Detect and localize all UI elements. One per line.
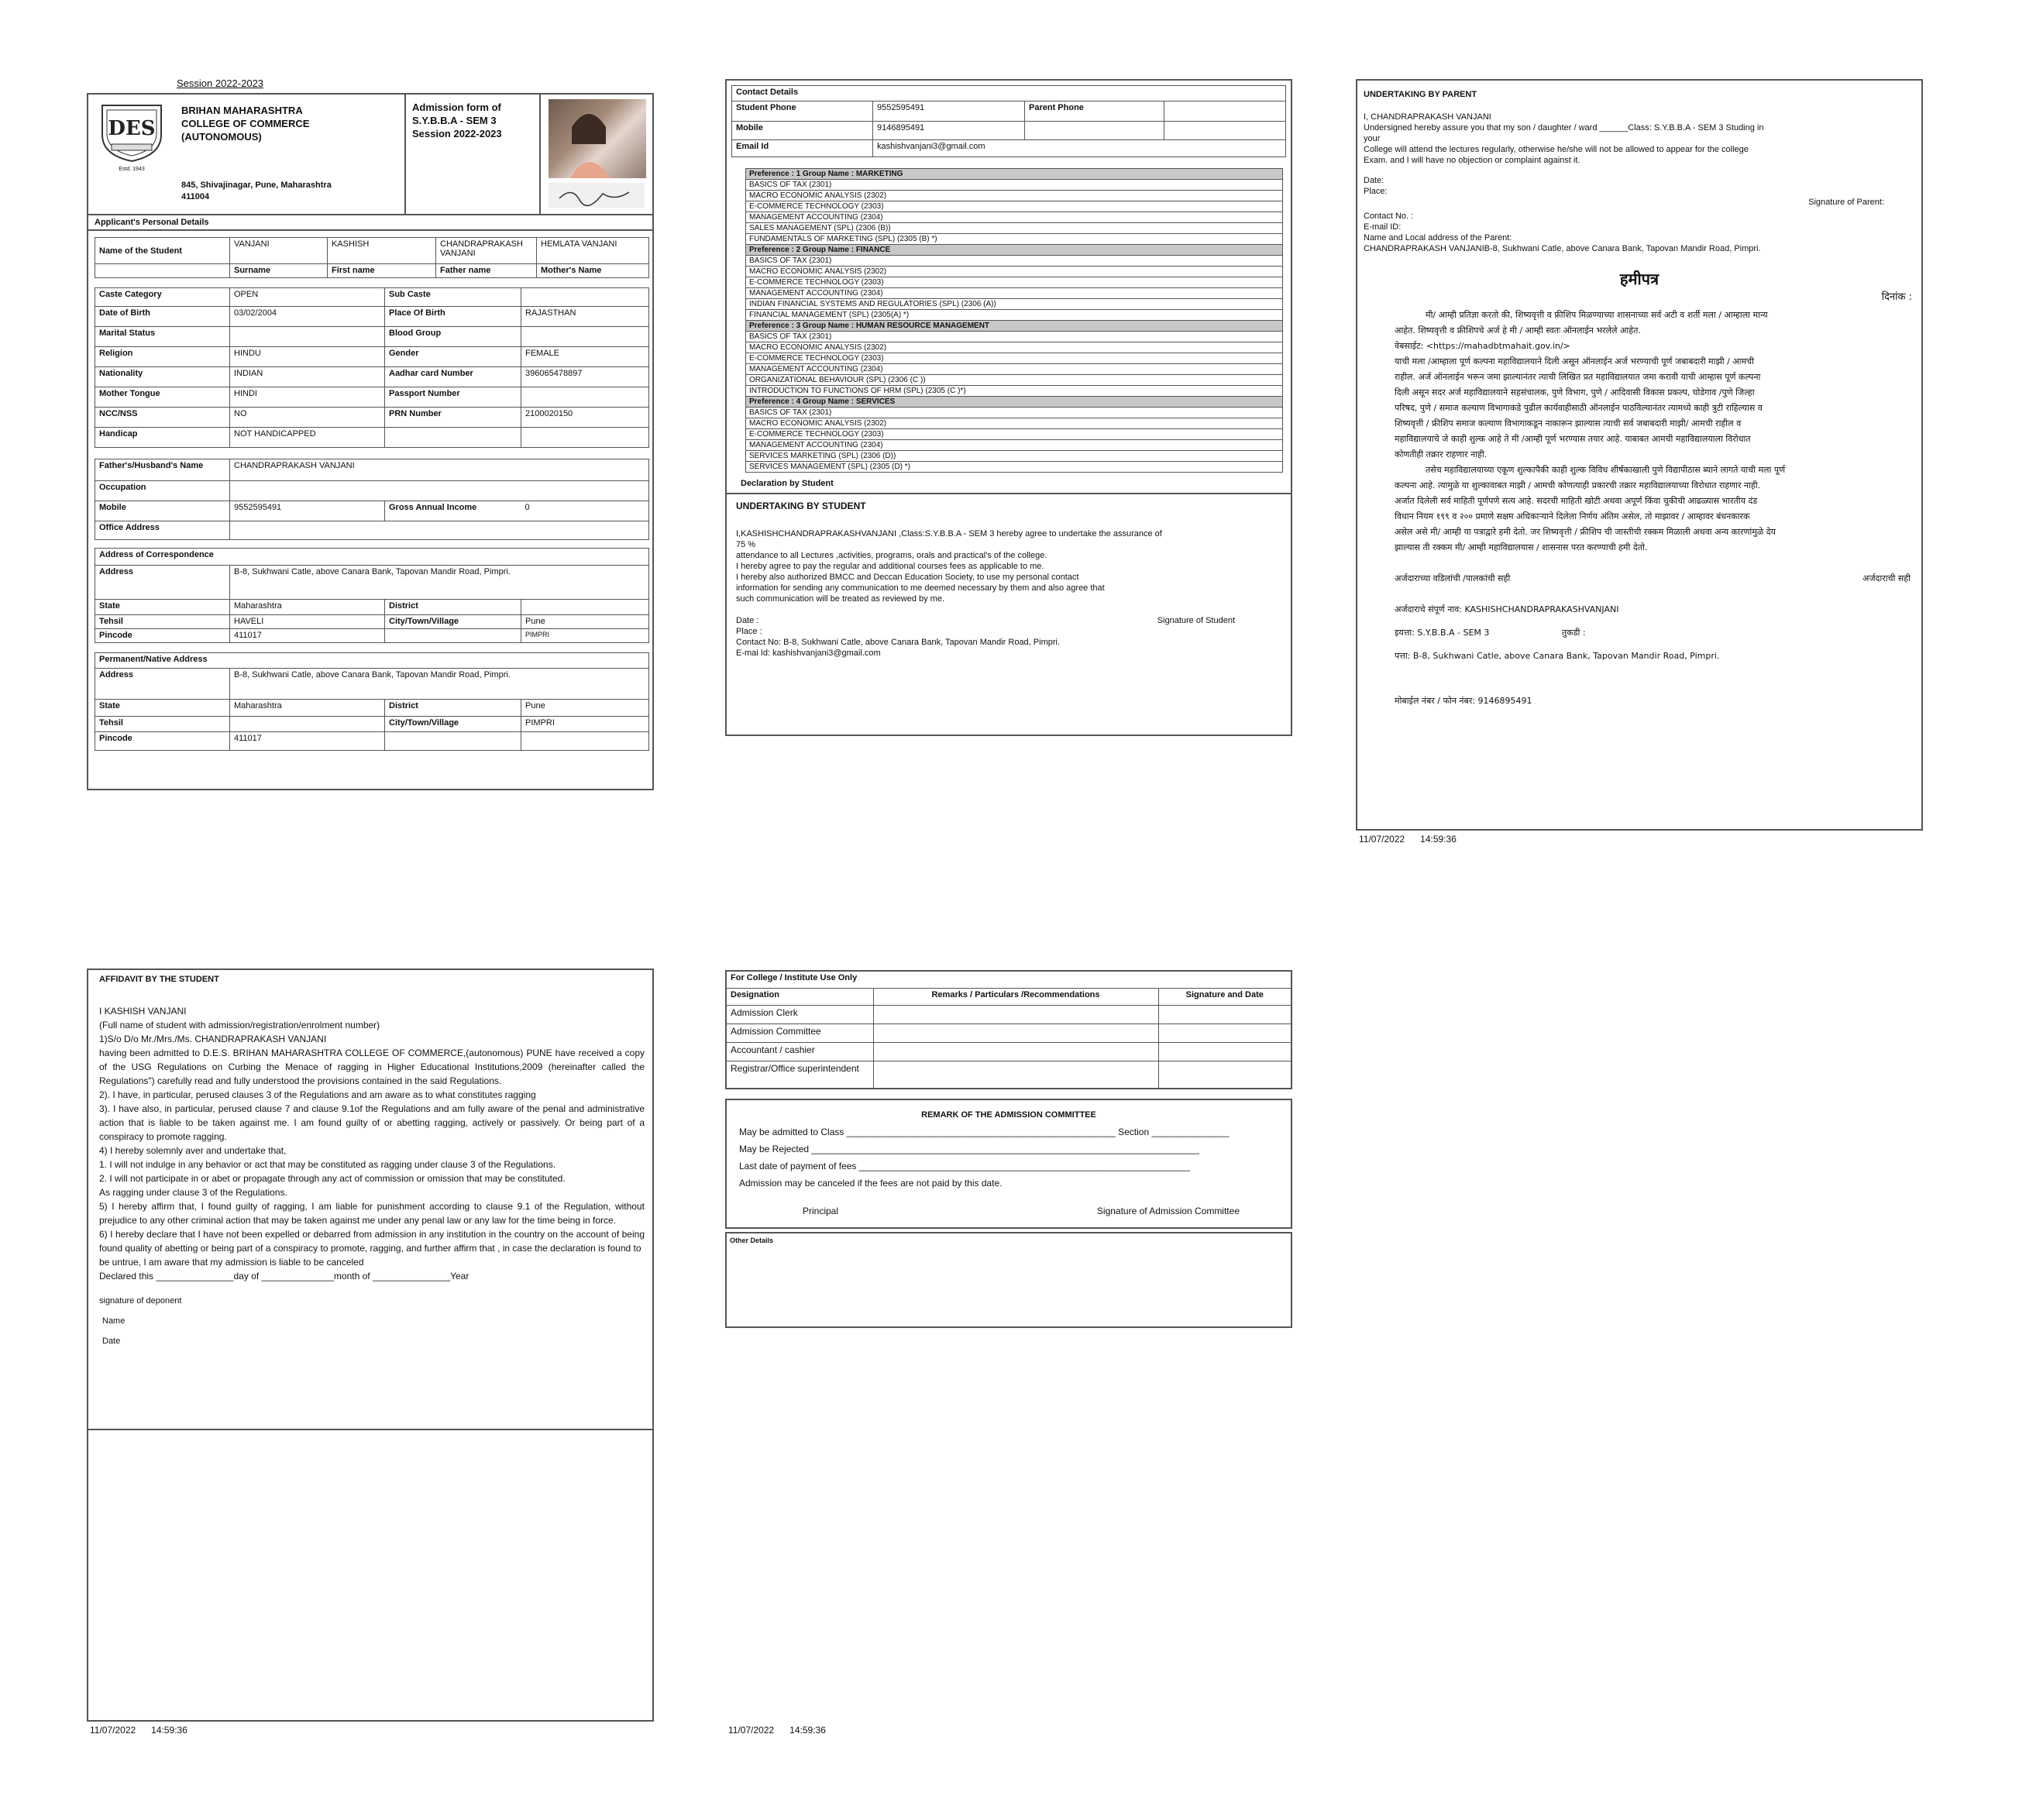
deponent-signature: signature of deponent bbox=[99, 1296, 182, 1306]
mother-name-value: HEMLATA VANJANI bbox=[537, 238, 649, 264]
detail-label: Sub Caste bbox=[385, 288, 521, 307]
name-table bbox=[95, 237, 649, 278]
detail-label: NCC/NSS bbox=[95, 408, 230, 428]
father-name: CHANDRAPRAKASH VANJANI bbox=[230, 459, 649, 481]
occupation-label: Occupation bbox=[95, 481, 230, 501]
corr-city-label: City/Town/Village bbox=[385, 615, 521, 629]
college-name-line2: COLLEGE OF COMMERCE bbox=[181, 118, 310, 129]
subject-row: FINANCIAL MANAGEMENT (SPL) (2305(A) *) bbox=[746, 310, 1283, 321]
preference-header: Preference : 1 Group Name : MARKETING bbox=[746, 169, 1283, 180]
timestamp-page4: 11/07/2022 14:59:36 bbox=[90, 1725, 187, 1736]
affidavit-p8: 5) I hereby affirm that, I found guilty of ragging, I am liable for punishment according to clause 9.1 of the Regulation, without prejudice to any other criminal action that may be taken against me under any penal law or any law for the time being in force. bbox=[99, 1201, 645, 1226]
affidavit-heading: AFFIDAVIT BY THE STUDENT bbox=[99, 975, 219, 984]
income-value: 0 bbox=[521, 501, 649, 521]
office-row-label: Admission Committee bbox=[726, 1024, 873, 1042]
mr-address: पत्ता: B-8, Sukhwani Catle, above Canara Bank, Tapovan Mandir Road, Pimpri. bbox=[1395, 651, 1720, 661]
mr-parent-sign: अर्जदाराच्या वडिलांची /पालकांची सही bbox=[1395, 573, 1511, 583]
subject-row: MACRO ECONOMIC ANALYSIS (2302) bbox=[746, 191, 1283, 201]
detail-value: NOT HANDICAPPED bbox=[230, 428, 385, 448]
first-name-caption: First name bbox=[328, 264, 436, 278]
mr-division: तुकडी : bbox=[1561, 628, 1586, 638]
college-address-line2: 411004 bbox=[181, 192, 210, 201]
subject-row: SERVICES MANAGEMENT (SPL) (2305 (D) *) bbox=[746, 462, 1283, 473]
corr-district bbox=[521, 600, 649, 615]
subject-row: FUNDAMENTALS OF MARKETING (SPL) (2305 (B) *) bbox=[746, 234, 1283, 245]
office-label: Office Address bbox=[95, 521, 230, 540]
office-use-heading: For College / Institute Use Only bbox=[726, 971, 1292, 988]
subject-row: E-COMMERCE TECHNOLOGY (2303) bbox=[746, 277, 1283, 288]
detail-label bbox=[385, 428, 521, 448]
place-label: Place : bbox=[736, 627, 762, 636]
subject-row: BASICS OF TAX (2301) bbox=[746, 332, 1283, 342]
date-label: Date : bbox=[736, 616, 759, 625]
office-row-label: Admission Clerk bbox=[726, 1005, 873, 1024]
contact-heading: Contact Details bbox=[732, 86, 1286, 101]
subject-row: MACRO ECONOMIC ANALYSIS (2302) bbox=[746, 267, 1283, 277]
mr-mobile: मोबाईल नंबर / फोन नंबर: 9146895491 bbox=[1395, 696, 1532, 706]
mr-class: इयत्ता: S.Y.B.B.A - SEM 3 bbox=[1395, 628, 1490, 638]
detail-value bbox=[521, 327, 649, 347]
admission-form-box bbox=[87, 93, 654, 790]
detail-value: FEMALE bbox=[521, 347, 649, 367]
parent-signature-label: Signature of Parent: bbox=[1808, 198, 1884, 207]
detail-label: Caste Category bbox=[95, 288, 230, 307]
mr-line: याची मला /आम्हाला पूर्ण कल्पना महाविद्यालयाने दिली असून ऑनलाईन अर्ज भरण्याची पूर्ण जबाबदारी माझी / आमची bbox=[1395, 356, 1754, 366]
mr-line: मी/ आम्ही प्रतिज्ञा करतो की, शिष्यवृत्ती व फ्रीशिप मिळण्याच्या शासनाच्या सर्व अटी व शर्ती मला / आम्हाला मान्य bbox=[1426, 310, 1768, 320]
perm-tehsil bbox=[230, 717, 385, 732]
mr-line: विधान नियम १९९ व २०० प्रमाणे सक्षम अधिकाऱ्याने दिलेला निर्णय अंतिम असेल, तो माझावर / आम्हावर बंधनकारक bbox=[1395, 511, 1750, 521]
deponent-name: Name bbox=[102, 1316, 126, 1326]
parent-local-address: CHANDRAPRAKASH VANJANIB-8, Sukhwani Catle, above Canara Bank, Tapovan Mandir Road, Pimpri. bbox=[1364, 244, 1761, 253]
details-table bbox=[95, 287, 649, 448]
corr-address-label: Address bbox=[95, 566, 230, 600]
committee-signature-label: Signature of Admission Committee bbox=[1096, 1206, 1240, 1216]
subject-row: BASICS OF TAX (2301) bbox=[746, 256, 1283, 267]
parent-line: Exam. and I will have no objection or complaint against it. bbox=[1364, 156, 1580, 165]
marathi-body bbox=[1395, 308, 1884, 556]
office-use-table bbox=[725, 970, 1292, 1089]
remark-box bbox=[725, 1099, 1292, 1229]
affidavit-paragraph: having been admitted to D.E.S. BRIHAN MAHARASHTRA COLLEGE OF COMMERCE,(autonomous) PUNE have received a copy of the USG Regulations on Curbing the Menace of ragging in Higher Educational Institutions,2009 (hereinafter called the Regulations") carefully read and fully understood the provisions contained in the said Regulations. bbox=[99, 1048, 645, 1086]
office-row-label: Accountant / cashier bbox=[726, 1042, 873, 1061]
contact-address-line: Contact No: B-8, Sukhwani Catle, above Canara Bank, Tapovan Mandir Road, Pimpri. bbox=[736, 638, 1061, 647]
page-admission-form bbox=[87, 77, 654, 790]
session-line: Session 2022-2023 bbox=[177, 77, 264, 89]
rejected-line: May be Rejected ___________________________________________________________________________ bbox=[739, 1144, 1199, 1154]
other-details-box bbox=[725, 1232, 1292, 1328]
mobile-value: 9146895491 bbox=[873, 122, 1025, 140]
detail-label: Place Of Birth bbox=[385, 307, 521, 327]
subject-row: BASICS OF TAX (2301) bbox=[746, 408, 1283, 418]
remark-heading: REMARK OF THE ADMISSION COMMITTEE bbox=[921, 1110, 1096, 1120]
subject-row: MACRO ECONOMIC ANALYSIS (2302) bbox=[746, 418, 1283, 429]
mr-line: शिष्यवृत्ती / फ्रीशिप समाज कल्याण विभागाकडून नाकारून झाल्यास त्याची सर्व जबाबदारी माझी/ आमची राहील व bbox=[1395, 418, 1742, 428]
dinank-label: दिनांक : bbox=[1881, 291, 1912, 303]
col-designation: Designation bbox=[726, 988, 873, 1005]
father-caption: Father name bbox=[436, 264, 537, 278]
mr-full-name: अर्जदाराचे संपूर्ण नाव: KASHISHCHANDRAPRAKASHVANJANI bbox=[1395, 604, 1619, 614]
student-phone: 9552595491 bbox=[873, 101, 1025, 122]
undertaking-line: I hereby also authorized BMCC and Deccan Education Society, to use my personal contact bbox=[736, 573, 1079, 582]
perm-district-label: District bbox=[385, 700, 521, 717]
parent-phone-label: Parent Phone bbox=[1025, 101, 1164, 122]
undertaking-line: information for sending any communication to me deemed necessary by them and also agree that bbox=[736, 583, 1105, 593]
affidavit-p9: 6) I hereby declare that I have not been expelled or debarred from admission in any institution in the country on the account of being found quality of abetting or being part of a conspiracy to promote, ragging, and further affirm that , in case the declaration is found to bbox=[99, 1229, 645, 1254]
detail-value: HINDI bbox=[230, 387, 385, 408]
mr-line: असेल असे मी/ आम्ही या पत्राद्वारे हमी देतो. जर शिष्यवृत्ती / फ्रीशिप ची जास्तीची रक्कम मिळाली अथवा अन्य कारणांमुळे देय bbox=[1395, 527, 1776, 537]
mr-line: महाविद्यालयाचे जे काही शुल्क आहे ते मी /आम्ही पूर्ण भरण्यास तयार आहे. याबाबत आमची महाविद्यालयाला विरोधात bbox=[1395, 434, 1751, 444]
perm-district: Pune bbox=[521, 700, 649, 717]
correspondence-heading: Address of Correspondence bbox=[95, 549, 649, 566]
office-value bbox=[230, 521, 649, 540]
corr-state: Maharashtra bbox=[230, 600, 385, 615]
college-address-line1: 845, Shivajinagar, Pune, Maharashtra bbox=[181, 181, 332, 190]
detail-label: Nationality bbox=[95, 367, 230, 387]
mr-line: परिषद, पुणे / समाज कल्याण विभागाकडे पुढील कार्यवाहीसाठी ऑनलाईन पाठविल्यानंतर त्यामध्ये काही त्रुटी राहिल्यास व bbox=[1395, 403, 1763, 413]
subject-row: MANAGEMENT ACCOUNTING (2304) bbox=[746, 364, 1283, 375]
form-header bbox=[88, 95, 652, 215]
corr-city2: PIMPRI bbox=[521, 629, 649, 643]
page-parent-undertaking bbox=[1356, 79, 1923, 831]
parent-line: College will attend the lectures regularly, otherwise he/she will not be allowed to appear for the college bbox=[1364, 145, 1749, 154]
mr-line: राहील. अर्ज ऑनलाईन भरून जमा झाल्यानंतर त्याची लिखित प्रत महाविद्यालयात जमा करावी याची आम्हास पूर्ण कल्पना bbox=[1395, 372, 1761, 382]
preference-header: Preference : 2 Group Name : FINANCE bbox=[746, 245, 1283, 256]
email-value: kashishvanjani3@gmail.com bbox=[873, 140, 1286, 157]
detail-value: INDIAN bbox=[230, 367, 385, 387]
parent-line: I, CHANDRAPRAKASH VANJANI bbox=[1364, 112, 1491, 122]
detail-value: 03/02/2004 bbox=[230, 307, 385, 327]
perm-state: Maharashtra bbox=[230, 700, 385, 717]
col-remarks: Remarks / Particulars /Recommendations bbox=[873, 988, 1158, 1005]
personal-details-heading: Applicant's Personal Details bbox=[88, 215, 652, 231]
contact-table bbox=[731, 85, 1286, 157]
detail-label: Date of Birth bbox=[95, 307, 230, 327]
email-label: Email Id bbox=[732, 140, 873, 157]
surname-caption: Surname bbox=[230, 264, 328, 278]
timestamp-page5: 11/07/2022 14:59:36 bbox=[728, 1725, 826, 1736]
affidavit-declared: Declared this _______________day of ______________month of _______________Year bbox=[99, 1271, 469, 1282]
preference-table bbox=[745, 168, 1283, 473]
permanent-heading: Permanent/Native Address bbox=[95, 653, 649, 669]
preference-header: Preference : 3 Group Name : HUMAN RESOURCE MANAGEMENT bbox=[746, 321, 1283, 332]
student-photo bbox=[549, 99, 646, 178]
parent-phone bbox=[1164, 101, 1286, 122]
perm-tehsil-label: Tehsil bbox=[95, 717, 230, 732]
father-mobile-label: Mobile bbox=[95, 501, 230, 521]
corr-tehsil: HAVELI bbox=[230, 615, 385, 629]
detail-value: 2100020150 bbox=[521, 408, 649, 428]
college-estd: Estd. 1943 bbox=[119, 167, 145, 172]
mr-line: दिली असून सदर अर्ज महाविद्यालयाने सहसंचालक, पुणे विभाग, पुणे / आदिवासी विकास प्रकल्प, घोडेगाव /पुणे जिल्हा bbox=[1395, 387, 1755, 397]
subject-row: INDIAN FINANCIAL SYSTEMS AND REGULATORIES (SPL) (2306 (A)) bbox=[746, 299, 1283, 310]
detail-value: OPEN bbox=[230, 288, 385, 307]
corr-pincode-label: Pincode bbox=[95, 629, 230, 643]
parent-line: your bbox=[1364, 134, 1381, 143]
college-name-line1: BRIHAN MAHARASHTRA bbox=[181, 105, 303, 116]
detail-value: 396065478897 bbox=[521, 367, 649, 387]
parent-place-label: Place: bbox=[1364, 187, 1388, 196]
detail-label: Blood Group bbox=[385, 327, 521, 347]
subject-row: MACRO ECONOMIC ANALYSIS (2302) bbox=[746, 342, 1283, 353]
mother-caption: Mother's Name bbox=[537, 264, 649, 278]
detail-value bbox=[230, 327, 385, 347]
affidavit-p2: 2). I have, in particular, perused clauses 3 of the Regulations and am aware as to what constitutes ragging bbox=[99, 1089, 536, 1100]
student-signature bbox=[549, 183, 645, 208]
detail-label: PRN Number bbox=[385, 408, 521, 428]
corr-city: Pune bbox=[521, 615, 649, 629]
corr-tehsil-label: Tehsil bbox=[95, 615, 230, 629]
student-signature-label: Signature of Student bbox=[1157, 616, 1235, 625]
other-details-heading: Other Details bbox=[730, 1237, 774, 1244]
perm-city-label: City/Town/Village bbox=[385, 717, 521, 732]
undertaking-line: such communication will be treated as reviewed by me. bbox=[736, 594, 945, 604]
father-table bbox=[95, 459, 649, 540]
deponent-date: Date bbox=[102, 1337, 121, 1346]
perm-pincode-label: Pincode bbox=[95, 732, 230, 751]
page-affidavit bbox=[87, 968, 654, 1722]
father-name-label: Father's/Husband's Name bbox=[95, 459, 230, 481]
subject-row: MANAGEMENT ACCOUNTING (2304) bbox=[746, 440, 1283, 451]
subject-row: E-COMMERCE TECHNOLOGY (2303) bbox=[746, 353, 1283, 364]
parent-email-label: E-mail ID: bbox=[1364, 222, 1402, 232]
surname-value: VANJANI bbox=[230, 238, 328, 264]
mr-line: झाल्यास ती रक्कम मी/ आम्ही महाविद्यालयास / शासनास परत करण्याची हमी देतो. bbox=[1395, 542, 1648, 552]
undertaking-line: attendance to all Lectures ,activities, programs, orals and practical's of the college. bbox=[736, 551, 1047, 560]
corr-district-label: District bbox=[385, 600, 521, 615]
affidavit-p10: be untrue, I am aware that my admission is liable to be canceled bbox=[99, 1257, 364, 1268]
page-contact-preferences bbox=[725, 79, 1292, 736]
undertaking-line: 75 % bbox=[736, 540, 756, 549]
affidavit-line: I KASHISH VANJANI bbox=[99, 1006, 187, 1017]
subject-row: INTRODUCTION TO FUNCTIONS OF HRM (SPL) (2305 (C )*) bbox=[746, 386, 1283, 397]
income-label: Gross Annual Income bbox=[385, 501, 521, 521]
undertaking-line: I hereby agree to pay the regular and additional courses fees as applicable to me. bbox=[736, 562, 1044, 571]
undertaking-heading: UNDERTAKING BY STUDENT bbox=[736, 501, 866, 511]
cancel-note: Admission may be canceled if the fees are not paid by this date. bbox=[739, 1178, 1003, 1189]
perm-state-label: State bbox=[95, 700, 230, 717]
detail-value bbox=[521, 288, 649, 307]
first-name-value: KASHISH bbox=[328, 238, 436, 264]
form-title-line1: Admission form of bbox=[412, 101, 501, 113]
office-row-label: Registrar/Office superintendent bbox=[726, 1061, 873, 1089]
affidavit-p5: 1. I will not indulge in any behavior or act that may be constituted as ragging under clause 3 of the Regulations. bbox=[99, 1159, 556, 1170]
detail-value: RAJASTHAN bbox=[521, 307, 649, 327]
affidavit-line: 1)S/o D/o Mr./Mrs./Ms. CHANDRAPRAKASH VANJANI bbox=[99, 1034, 327, 1044]
affidavit-p4: 4) I hereby solemnly aver and undertake that, bbox=[99, 1145, 287, 1156]
form-title-line2: S.Y.B.B.A - SEM 3 bbox=[412, 115, 497, 126]
mobile-label: Mobile bbox=[732, 122, 873, 140]
mr-line: आहेत. शिष्यवृत्ती व फ्रीशिपचे अर्ज हे मी / आम्ही स्वतः ऑनलाईन भरलेले आहेत. bbox=[1395, 325, 1641, 335]
col-signature: Signature and Date bbox=[1158, 988, 1292, 1005]
student-phone-label: Student Phone bbox=[732, 101, 873, 122]
occupation-value bbox=[230, 481, 649, 501]
timestamp-page3: 11/07/2022 14:59:36 bbox=[1359, 834, 1457, 845]
affidavit-p6: 2. I will not participate in or abet or propagate through any act of commission or omission that may be constituted. bbox=[99, 1173, 566, 1184]
detail-value bbox=[521, 428, 649, 448]
parent-local-address-label: Name and Local address of the Parent: bbox=[1364, 233, 1512, 243]
detail-label: Mother Tongue bbox=[95, 387, 230, 408]
perm-address: B-8, Sukhwani Catle, above Canara Bank, Tapovan Mandir Road, Pimpri. bbox=[230, 669, 649, 700]
college-name-line3: (AUTONOMOUS) bbox=[181, 131, 262, 143]
mr-line: तसेच महाविद्यालयाच्या एकूण शुल्कापैकी काही शुल्क विविध शीर्षकाखाली पुणे विद्यापीठास ब्याने लागते याची मला पूर्ण bbox=[1426, 465, 1786, 475]
principal-label: Principal bbox=[803, 1206, 839, 1216]
parent-line: Undersigned hereby assure you that my son / daughter / ward ______Class: S.Y.B.B.A - SEM 3 Studing in bbox=[1364, 123, 1764, 132]
affidavit-p3: 3). I have also, in particular, perused clause 7 and clause 9.1of the Regulations and am fully aware of the penal and administrative action that is liable to be taken against me. I am found guilty of or abetting ragging, actively or passively. Or being part of a conspiracy to promote ragging. bbox=[99, 1103, 645, 1142]
detail-label: Religion bbox=[95, 347, 230, 367]
mr-line: वेबसाईट: <https://mahadbtmahait.gov.in/> bbox=[1395, 341, 1570, 351]
subject-row: MANAGEMENT ACCOUNTING (2304) bbox=[746, 212, 1283, 223]
father-mobile: 9552595491 bbox=[230, 501, 385, 521]
preference-header: Preference : 4 Group Name : SERVICES bbox=[746, 397, 1283, 408]
admitted-line: May be admitted to Class ____________________________________________________ Section _______________ bbox=[739, 1127, 1230, 1137]
email-line: E-mai Id: kashishvanjani3@gmail.com bbox=[736, 649, 881, 658]
detail-value: NO bbox=[230, 408, 385, 428]
detail-label: Handicap bbox=[95, 428, 230, 448]
father-name-value: CHANDRAPRAKASH VANJANI bbox=[436, 238, 537, 264]
detail-label: Passport Number bbox=[385, 387, 521, 408]
subject-row: MANAGEMENT ACCOUNTING (2304) bbox=[746, 288, 1283, 299]
form-title-line3: Session 2022-2023 bbox=[412, 128, 502, 139]
hamipatra-title: हमीपत्र bbox=[1619, 270, 1660, 288]
svg-text:DES: DES bbox=[108, 117, 156, 140]
mr-line: अर्जात दिलेली सर्व माहिती पूर्णपणे सत्य आहे. सदरची माहिती खोटी अथवा अपूर्ण किंवा चुकीची आढळ्यास भारतीय दंड bbox=[1395, 496, 1758, 506]
subject-row: E-COMMERCE TECHNOLOGY (2303) bbox=[746, 429, 1283, 440]
correspondence-table bbox=[95, 548, 649, 643]
subject-row: SALES MANAGEMENT (SPL) (2306 (B)) bbox=[746, 223, 1283, 234]
subject-row: BASICS OF TAX (2301) bbox=[746, 180, 1283, 191]
subject-row: SERVICES MARKETING (SPL) (2306 (D)) bbox=[746, 451, 1283, 462]
corr-pincode: 411017 bbox=[230, 629, 385, 643]
declaration-heading: Declaration by Student bbox=[741, 479, 834, 488]
page-office-use bbox=[725, 970, 1292, 1328]
mr-line: कोणतीही तक्रार राहणार नाही. bbox=[1395, 449, 1488, 459]
detail-value: HINDU bbox=[230, 347, 385, 367]
parent-date-label: Date: bbox=[1364, 176, 1384, 185]
detail-value bbox=[521, 387, 649, 408]
corr-address: B-8, Sukhwani Catle, above Canara Bank, Tapovan Mandir Road, Pimpri. bbox=[230, 566, 649, 600]
detail-label: Aadhar card Number bbox=[385, 367, 521, 387]
mr-line: कल्पना आहे. त्यामुळे या शुल्कावाबत माझी / आमची कोणत्याही प्रकारची तक्रार महाविद्यालयाच्या विरोधात राहणार नाही. bbox=[1395, 480, 1761, 490]
perm-address-label: Address bbox=[95, 669, 230, 700]
subject-row: E-COMMERCE TECHNOLOGY (2303) bbox=[746, 201, 1283, 212]
affidavit-line: (Full name of student with admission/registration/enrolment number) bbox=[99, 1020, 380, 1030]
parent-contact-label: Contact No. : bbox=[1364, 212, 1414, 221]
perm-city: PIMPRI bbox=[521, 717, 649, 732]
subject-row: ORGANIZATIONAL BEHAVIOUR (SPL) (2306 (C )) bbox=[746, 375, 1283, 386]
perm-pincode: 411017 bbox=[230, 732, 385, 751]
permanent-table bbox=[95, 652, 649, 751]
undertaking-line: I,KASHISHCHANDRAPRAKASHVANJANI ,Class:S.Y.B.B.A - SEM 3 hereby agree to undertake the assurance of bbox=[736, 529, 1162, 538]
mr-applicant-sign: अर्जदाराची सही bbox=[1862, 573, 1911, 583]
corr-state-label: State bbox=[95, 600, 230, 615]
parent-undertaking-heading: UNDERTAKING BY PARENT bbox=[1364, 90, 1477, 99]
college-logo bbox=[96, 101, 167, 172]
detail-label: Gender bbox=[385, 347, 521, 367]
detail-label: Marital Status bbox=[95, 327, 230, 347]
name-label: Name of the Student bbox=[95, 238, 230, 264]
affidavit-p7: As ragging under clause 3 of the Regulations. bbox=[99, 1187, 287, 1198]
last-date-line: Last date of payment of fees ________________________________________________________________ bbox=[739, 1161, 1190, 1171]
